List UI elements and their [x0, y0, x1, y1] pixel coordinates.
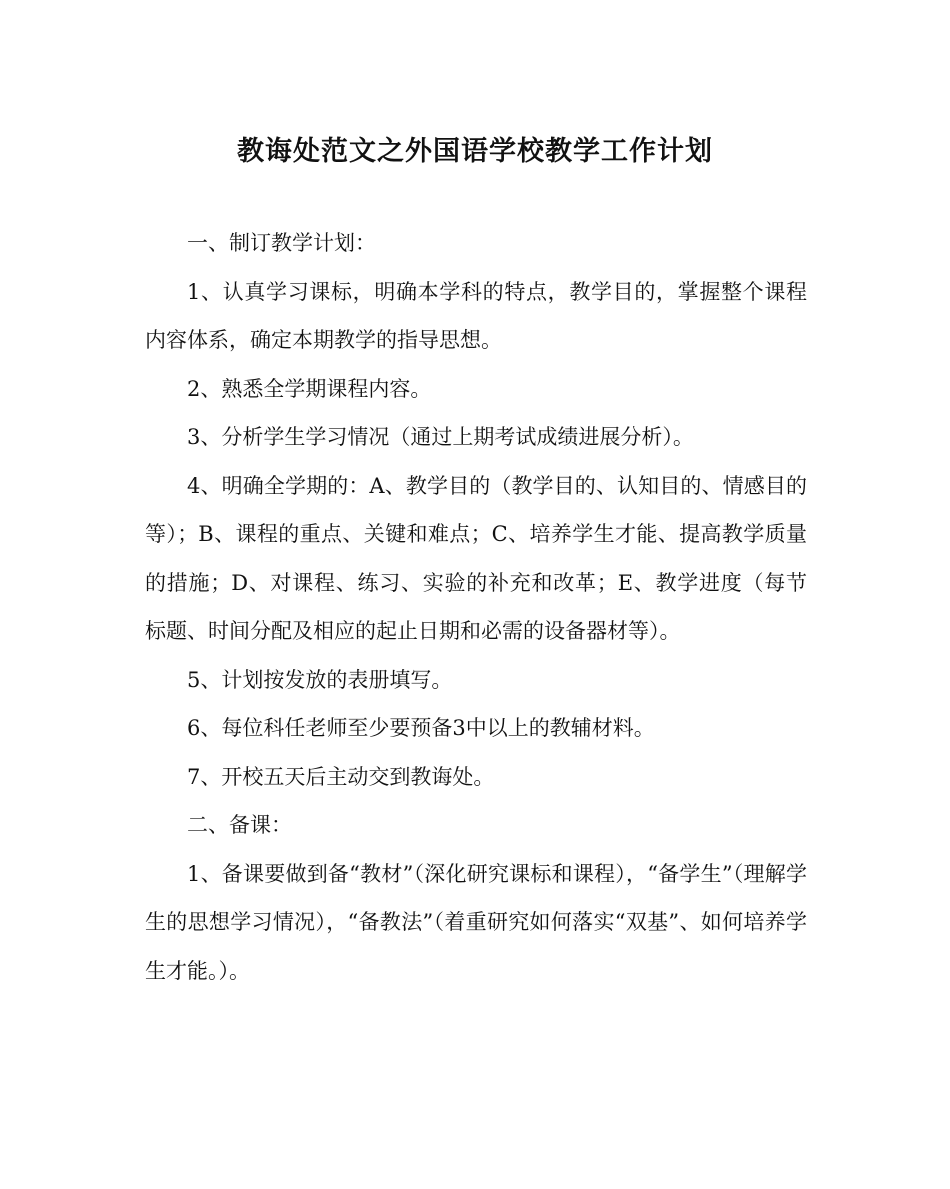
- section-heading-1: 一、制订教学计划：: [187, 231, 376, 255]
- list-item-5: 5、计划按发放的表册填写。: [187, 667, 453, 692]
- list-item-8: 1、备课要做到备“教材”（深化研究课标和课程），“备学生”（理解学生的思想学习情况），“备教法”（着重研究如何落实“双基”、如何培养学生才能。）。: [145, 861, 807, 983]
- list-item-1: 1、认真学习课标，明确本学科的特点，教学目的，掌握整个课程内容体系，确定本期教学的指导思想。: [145, 279, 807, 352]
- list-item-4: 4、明确全学期的：A、教学目的（教学目的、认知目的、情感目的等）；B、课程的重点、关键和难点；C、培养学生才能、提高教学质量的措施；D、对课程、练习、实验的补充和改革；E、教学进度（每节标题、时间分配及相应的起止日期和必需的设备器材等）。: [145, 473, 807, 643]
- list-item-3: 3、分析学生学习情况（通过上期考试成绩进展分析）。: [187, 425, 694, 449]
- section-heading-2: 二、备课：: [187, 813, 292, 837]
- document-body: [145, 219, 807, 995]
- list-item-7: 7、开校五天后主动交到教诲处。: [187, 764, 495, 789]
- document-title: 教诲处范文之外国语学校教学工作计划: [237, 136, 713, 167]
- list-item-6: 6、每位科任老师至少要预备3中以上的教辅材料。: [187, 716, 655, 740]
- list-item-2: 2、熟悉全学期课程内容。: [187, 376, 432, 401]
